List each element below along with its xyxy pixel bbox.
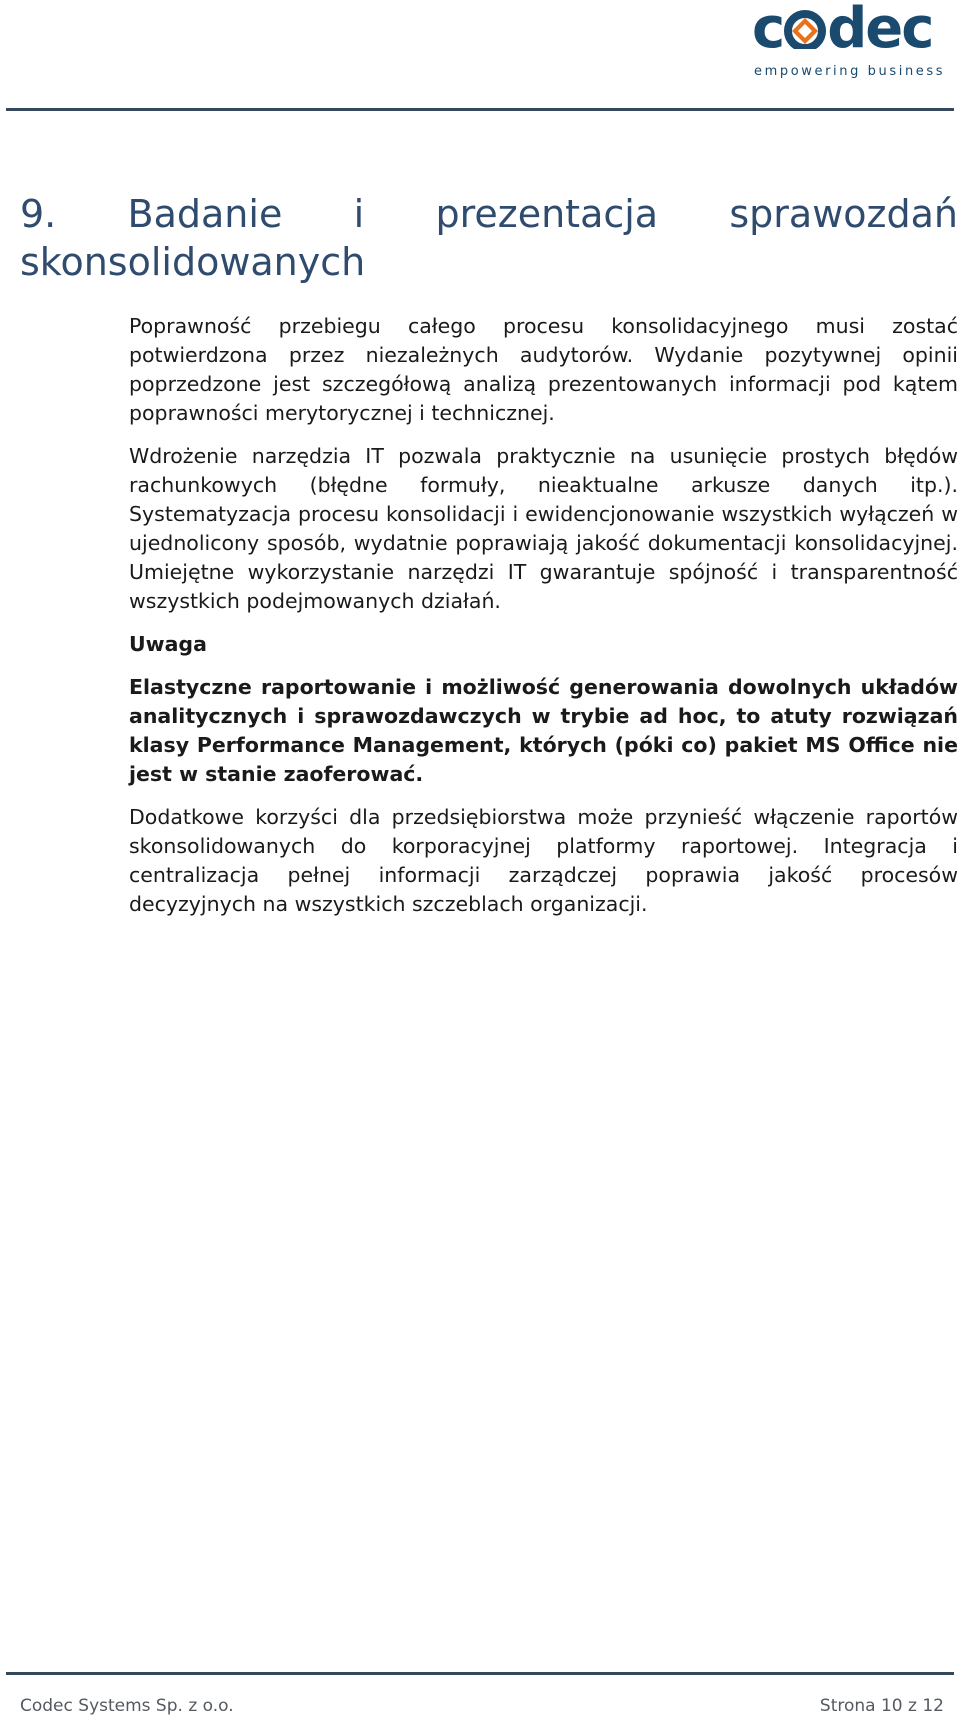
body-paragraph-2: Wdrożenie narzędzia IT pozwala praktycznie na usunięcie prostych błędów rachunkowych (błędne formuły, nieaktualne arkusze danych itp.). Systematyzacja procesu konsolidacji i ewidencjonowanie wszystkich wyłączeń w ujednolicony sposób, wydatnie poprawiają jakość dokumentacji konsolidacyjnej. Umiejętne wykorzystanie narzędzi IT gwarantuje spójność i transparentność wszystkich podejmowanych działań. xyxy=(129,444,958,613)
diamond-o-icon xyxy=(783,9,827,49)
heading-word: prezentacja xyxy=(435,192,659,236)
company-logo xyxy=(752,0,946,80)
document-body xyxy=(129,312,958,933)
logo-tagline: empowering business xyxy=(754,64,946,79)
section-heading xyxy=(20,190,958,286)
footer-company: Codec Systems Sp. z o.o. xyxy=(20,1696,234,1716)
note-text: Elastyczne raportowanie i możliwość generowania dowolnych układów analitycznych i sprawozdawczych w trybie ad hoc, to atuty rozwiązań klasy Performance Management, których (póki co) pakiet MS Office nie jest w stanie zaoferować. xyxy=(129,675,958,786)
body-paragraph-3: Dodatkowe korzyści dla przedsiębiorstwa może przynieść włączenie raportów skonsolidowanych do korporacyjnej platformy raportowej. Integracja i centralizacja pełnej informacji zarządczej poprawia jakość procesów decyzyjnych na wszystkich szczeblach organizacji. xyxy=(129,805,958,916)
footer-divider xyxy=(6,1672,954,1675)
logo-word-suffix: dec xyxy=(827,0,933,61)
footer-page-number: Strona 10 z 12 xyxy=(819,1696,944,1716)
logo-word-prefix: c xyxy=(752,0,784,61)
heading-line-2: skonsolidowanych xyxy=(20,240,366,284)
heading-word: sprawozdań xyxy=(729,192,958,236)
logo-wordmark xyxy=(752,0,932,60)
section-number: 9. xyxy=(20,192,57,236)
header-divider xyxy=(6,108,954,111)
page-header xyxy=(0,0,960,112)
note-label: Uwaga xyxy=(129,632,207,656)
heading-word: i xyxy=(353,192,365,236)
heading-line-1 xyxy=(20,190,958,238)
body-paragraph-1: Poprawność przebiegu całego procesu konsolidacyjnego musi zostać potwierdzona przez niezależnych audytorów. Wydanie pozytywnej opinii poprzedzone jest szczegółową analizą prezentowanych informacji pod kątem poprawności merytorycznej i technicznej. xyxy=(129,314,958,425)
heading-word: Badanie xyxy=(127,192,283,236)
